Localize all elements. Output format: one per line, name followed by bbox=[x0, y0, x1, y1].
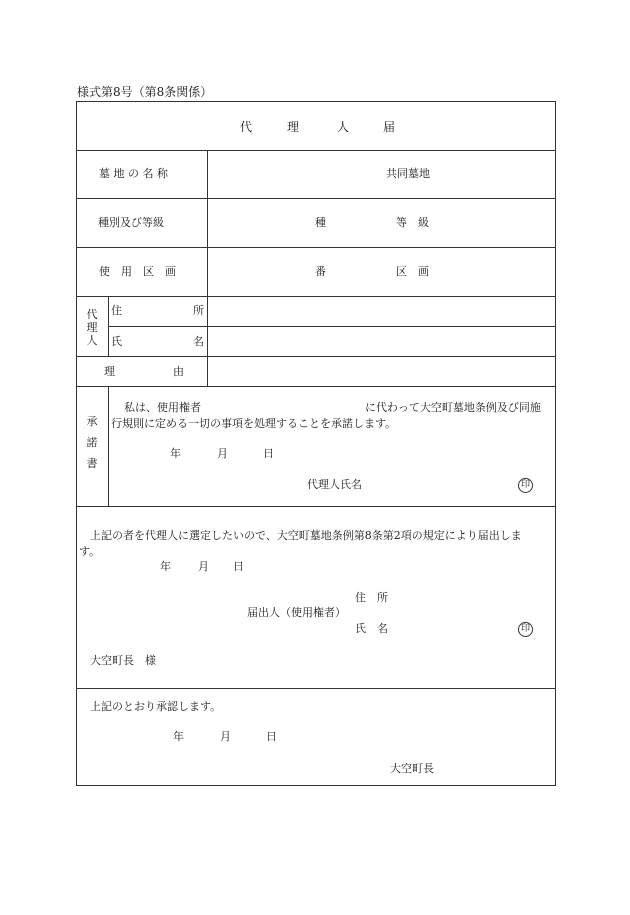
agent-name-label: 氏 bbox=[111, 335, 122, 348]
plot-label: 使 用 区 画 bbox=[99, 265, 176, 278]
agent-group-label: 代 理 人 bbox=[86, 308, 98, 348]
approval-text: 上記のとおり承認します。 bbox=[90, 700, 222, 713]
applicant-name-label: 氏 名 bbox=[355, 622, 388, 635]
applicant-address-label: 住 所 bbox=[355, 591, 388, 604]
type-grade-label: 種別及び等級 bbox=[98, 216, 164, 229]
applicant-label: 届出人（使用権者） bbox=[247, 606, 346, 619]
addressee: 大空町長 様 bbox=[90, 654, 156, 667]
consent-line1-start: 私は、使用権者 bbox=[124, 401, 201, 414]
consent-label: 承 諾 書 bbox=[86, 415, 98, 470]
agent-address-label: 住 bbox=[111, 304, 122, 317]
notification-text-line1: 上記の者を代理人に選定したいので、大空町墓地条例第8条第2項の規定により届出しま bbox=[90, 529, 522, 542]
cemetery-name-label: 墓 地 の 名 称 bbox=[99, 167, 168, 180]
applicant-seal-icon: 印 bbox=[518, 622, 533, 637]
cemetery-name-value: 共同墓地 bbox=[386, 167, 430, 180]
grade-label: 等 級 bbox=[396, 216, 429, 229]
plot-number-label: 番 bbox=[315, 265, 326, 278]
reason-label: 理 bbox=[104, 365, 115, 378]
approval-authority: 大空町長 bbox=[390, 762, 434, 775]
consent-signer-label: 代理人氏名 bbox=[307, 478, 362, 491]
consent-line2: 行規則に定める一切の事項を処理することを承諾します。 bbox=[111, 417, 397, 430]
type-label: 種 bbox=[315, 216, 326, 229]
form-number: 様式第8号（第8条関係） bbox=[77, 85, 213, 99]
consent-line1-end: に代わって大空町墓地条例及び同施 bbox=[365, 401, 541, 414]
notification-text-line2: す。 bbox=[79, 545, 101, 558]
consent-seal-icon: 印 bbox=[518, 478, 533, 493]
plot-section-label: 区 画 bbox=[396, 265, 429, 278]
page: 様式第8号（第8条関係） 代 理 人 届 墓 地 の 名 称 共同墓地 種別及び等級 種 等 級 使 用 区 画 番 区 画 代 理 人 住 所 氏 名 理 由 承 諾 書 私は、使用権者 に代わって大空町墓地条例及び同施 行規則に定める一切の事項を処理することを承諾します。 年 月 日 代理人氏名 印 上記の者を代理人に選定したいので、大空町墓地条例第8条第2項の規定により届出しま す。 年 月 日 住 所 届出人（使用権者） 氏 名 印 大空町長 様 上記のとおり承認します。 年 月 日 大空町長 bbox=[0, 0, 630, 915]
